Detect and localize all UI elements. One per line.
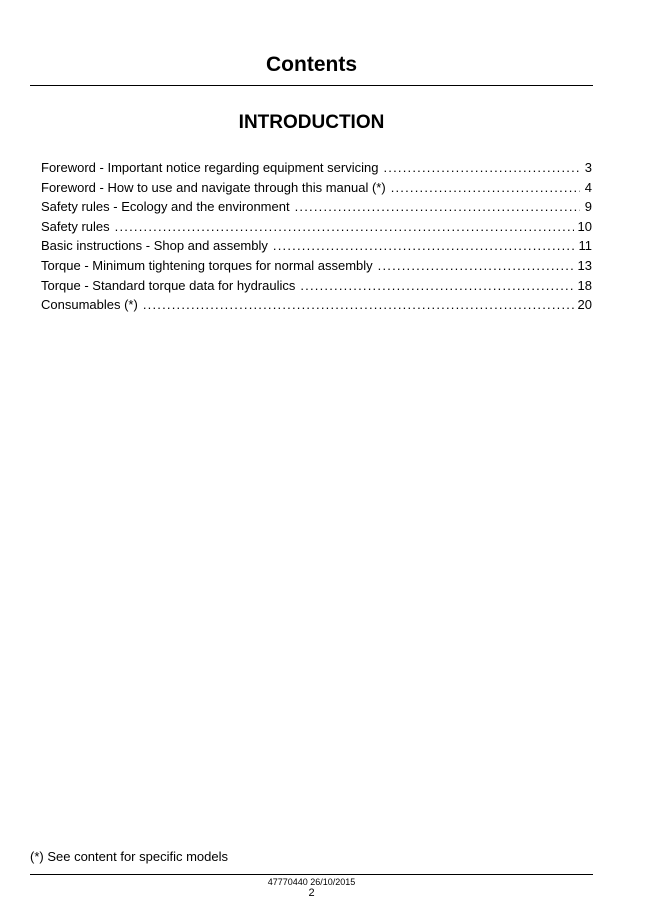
toc-dot-leader xyxy=(391,178,580,198)
toc-entry-label: Consumables (*) xyxy=(41,297,138,313)
toc-entry-page: 10 xyxy=(577,218,592,234)
toc-dot-leader xyxy=(295,197,580,217)
footer-divider xyxy=(30,874,593,875)
toc-entry-safety-rules-ecology[interactable] xyxy=(41,197,592,217)
toc-entry-label: Torque - Minimum tightening torques for normal assembly xyxy=(41,257,373,273)
toc-entry-page: 20 xyxy=(577,297,592,313)
toc-entry-label: Foreword - Important notice regarding equipment servicing xyxy=(41,160,379,175)
toc-entry-label: Basic instructions - Shop and assembly xyxy=(41,238,268,254)
toc-entry-foreword-important-notice[interactable] xyxy=(41,158,592,178)
toc-entry-consumables[interactable] xyxy=(41,295,592,315)
toc-dot-leader xyxy=(143,295,574,315)
toc-entry-safety-rules[interactable] xyxy=(41,217,592,237)
toc-entry-label: Safety rules xyxy=(41,218,110,234)
toc-dot-leader xyxy=(115,217,574,237)
toc-dot-leader xyxy=(300,276,573,296)
toc-dot-leader xyxy=(383,158,580,178)
page-title: Contents xyxy=(266,53,357,76)
table-of-contents xyxy=(41,158,592,315)
toc-entry-page: 13 xyxy=(577,257,592,273)
toc-dot-leader xyxy=(378,256,574,276)
toc-entry-torque-minimum[interactable] xyxy=(41,256,592,276)
toc-entry-label: Safety rules - Ecology and the environment xyxy=(41,199,290,215)
toc-dot-leader xyxy=(273,236,575,256)
toc-entry-foreword-how-to-use[interactable] xyxy=(41,178,592,198)
toc-entry-label: Torque - Standard torque data for hydraulics xyxy=(41,277,296,293)
toc-entry-page: 9 xyxy=(584,199,592,215)
toc-entry-page: 18 xyxy=(577,277,592,293)
toc-entry-basic-instructions[interactable] xyxy=(41,236,592,256)
toc-entry-torque-hydraulics[interactable] xyxy=(41,276,592,296)
toc-entry-label: Foreword - How to use and navigate through this manual (*) xyxy=(41,179,386,195)
toc-entry-page: 11 xyxy=(578,238,592,254)
toc-entry-page: 3 xyxy=(584,160,592,175)
footnote: (*) See content for specific models xyxy=(30,849,228,864)
page-number: 2 xyxy=(308,887,315,899)
section-title: INTRODUCTION xyxy=(238,112,385,133)
header-divider xyxy=(30,85,593,86)
document-reference: 47770440 26/10/2015 xyxy=(267,877,356,887)
toc-entry-page: 4 xyxy=(584,179,592,195)
